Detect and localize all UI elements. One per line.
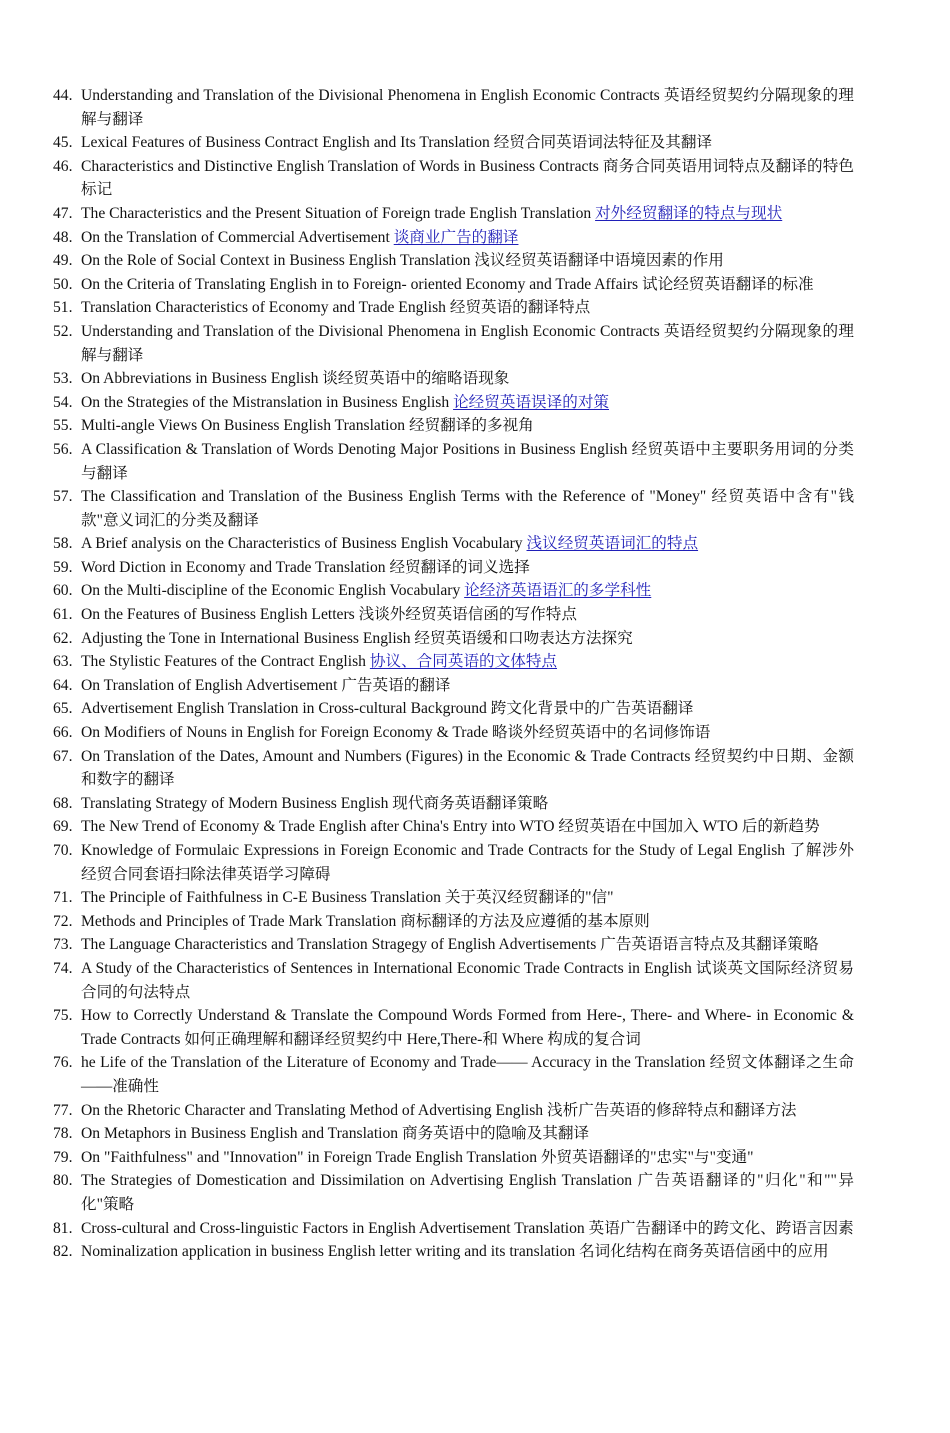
list-item-number: 74. <box>53 959 73 977</box>
list-item-link[interactable]: 论经贸英语误译的对策 <box>453 393 610 411</box>
list-item-text: The Classification and Translation of the Business English Terms with the Reference of "Money" 经贸英语中含有"钱款"意义词汇的分类及翻译 <box>81 488 854 529</box>
list-item <box>0 1004 950 1051</box>
list-item-number: 46. <box>53 157 73 175</box>
list-item-number: 72. <box>53 912 73 930</box>
list-item <box>0 320 950 367</box>
list-item-text: Multi-angle Views On Business English Translation 经贸翻译的多视角 <box>81 417 534 435</box>
list-item-text: On Translation of the Dates, Amount and Numbers (Figures) in the Economic & Trade Contracts 经贸契约中日期、金额和数字的翻译 <box>81 747 854 789</box>
list-item <box>0 155 950 202</box>
list-item <box>0 84 950 131</box>
list-item-number: 63. <box>53 653 73 671</box>
list-item <box>0 391 950 415</box>
list-item <box>0 1146 950 1170</box>
list-item-number: 67. <box>53 747 73 765</box>
list-item-text: Methods and Principles of Trade Mark Translation 商标翻译的方法及应遵循的基本原则 <box>81 912 650 930</box>
list-item-text: he Life of the Translation of the Literature of Economy and Trade—— Accuracy in the Translation 经贸文体翻译之生命——准确性 <box>81 1054 854 1095</box>
list-item-number: 45. <box>53 134 73 152</box>
list-item-number: 53. <box>53 370 73 388</box>
list-item <box>0 438 950 485</box>
list-item <box>0 957 950 1004</box>
list-item-number: 62. <box>53 629 73 647</box>
list-item-number: 44. <box>53 87 73 104</box>
list-item <box>0 1169 950 1216</box>
list-item-text: On the Translation of Commercial Advertisement <box>81 228 394 246</box>
list-item-text: The Strategies of Domestication and Dissimilation on Advertising English Translation 广告英语翻译的"归化"和""异化"策略 <box>81 1172 854 1213</box>
list-item-number: 79. <box>53 1148 73 1166</box>
list-item <box>0 627 950 651</box>
list-item-text: The Stylistic Features of the Contract English <box>81 653 370 671</box>
list-item-text: The Characteristics and the Present Situation of Foreign trade English Translation <box>81 204 596 222</box>
list-item-number: 51. <box>53 299 73 317</box>
list-item-number: 52. <box>53 322 73 340</box>
list-item <box>0 815 950 839</box>
list-item-text: On the Strategies of the Mistranslation in Business English <box>81 393 454 411</box>
list-item-text: Characteristics and Distinctive English Translation of Words in Business Contracts 商务合同英语用词特点及翻译的特色标记 <box>81 157 854 199</box>
list-item-text: On the Multi-discipline of the Economic English Vocabulary <box>81 582 465 600</box>
list-item-link[interactable]: 协议、合同英语的文体特点 <box>369 653 558 671</box>
list-item <box>0 674 950 698</box>
list-item <box>0 202 950 226</box>
list-item <box>0 603 950 627</box>
list-item-number: 70. <box>53 842 73 859</box>
list-item-text: A Classification & Translation of Words Denoting Major Positions in Business English 经贸英语中主要职务用词的分类与翻译 <box>81 440 854 482</box>
list-item-number: 68. <box>53 794 73 812</box>
list-item-number: 65. <box>53 700 73 718</box>
list-item-number: 58. <box>53 535 73 553</box>
list-item-number: 69. <box>53 818 73 836</box>
list-item-number: 75. <box>53 1007 73 1025</box>
list-item-number: 71. <box>53 889 73 907</box>
list-item-text: How to Correctly Understand & Translate the Compound Words Formed from Here-, There- and Where- in Economic & Trade Contracts 如何正确理解和翻译经贸契约中 Here,There-和 Where 构成的复合词 <box>81 1007 854 1048</box>
list-item <box>0 839 950 886</box>
list-item-number: 47. <box>53 204 73 222</box>
list-item-number: 56. <box>53 440 73 458</box>
list-item <box>0 1217 950 1241</box>
list-item-number: 66. <box>53 724 73 742</box>
list-item-text: On Translation of English Advertisement 广告英语的翻译 <box>81 676 451 694</box>
list-item <box>0 226 950 250</box>
list-item-text: Understanding and Translation of the Divisional Phenomena in English Economic Contracts 英语经贸契约分隔现象的理解与翻译 <box>81 322 854 364</box>
list-item <box>0 1122 950 1146</box>
list-item-text: The Principle of Faithfulness in C-E Business Translation 关于英汉经贸翻译的"信" <box>81 889 614 907</box>
list-item-link[interactable]: 谈商业广告的翻译 <box>393 228 519 246</box>
list-item-text: On the Rhetoric Character and Translating Method of Advertising English 浅析广告英语的修辞特点和翻译方法 <box>81 1101 797 1119</box>
list-item-text: Translating Strategy of Modern Business English 现代商务英语翻译策略 <box>81 794 549 812</box>
list-item-text: On the Role of Social Context in Business English Translation 浅议经贸英语翻译中语境因素的作用 <box>81 252 724 270</box>
list-item-number: 76. <box>53 1054 73 1072</box>
document-page <box>0 84 950 1264</box>
list-item-number: 55. <box>53 417 73 435</box>
list-item-text: The Language Characteristics and Translation Stragegy of English Advertisements 广告英语语言特点及其翻译策略 <box>81 936 819 954</box>
list-item-number: 78. <box>53 1125 73 1143</box>
list-item <box>0 131 950 155</box>
list-item-text: On "Faithfulness" and "Innovation" in Foreign Trade English Translation 外贸英语翻译的"忠实"与"变通" <box>81 1148 754 1166</box>
list-item <box>0 367 950 391</box>
list-item-text: The New Trend of Economy & Trade English after China's Entry into WTO 经贸英语在中国加入 WTO 后的新趋势 <box>81 818 820 836</box>
list-item-text: A Study of the Characteristics of Sentences in International Economic Trade Contracts in English 试谈英文国际经济贸易合同的句法特点 <box>81 959 854 1001</box>
list-item-text: Cross-cultural and Cross-linguistic Factors in English Advertisement Translation 英语广告翻译中的跨文化、跨语言因素 <box>81 1219 854 1237</box>
list-item-link[interactable]: 论经济英语语汇的多学科性 <box>464 582 652 600</box>
list-item <box>0 792 950 816</box>
list-item-number: 73. <box>53 936 73 954</box>
list-item-text: A Brief analysis on the Characteristics of Business English Vocabulary <box>81 535 527 553</box>
list-item-number: 64. <box>53 676 73 694</box>
list-item <box>0 1240 950 1264</box>
list-item-text: On Metaphors in Business English and Translation 商务英语中的隐喻及其翻译 <box>81 1125 590 1143</box>
list-item <box>0 249 950 273</box>
list-item-number: 59. <box>53 558 73 576</box>
reference-list <box>0 84 950 1264</box>
list-item <box>0 933 950 957</box>
list-item <box>0 579 950 603</box>
list-item-number: 48. <box>53 228 73 246</box>
list-item-text: Word Diction in Economy and Trade Translation 经贸翻译的词义选择 <box>81 558 530 576</box>
list-item-number: 49. <box>53 252 73 270</box>
list-item-text: On Abbreviations in Business English 谈经贸英语中的缩略语现象 <box>81 370 510 388</box>
list-item-number: 57. <box>53 488 73 506</box>
list-item-number: 54. <box>53 393 73 411</box>
list-item-number: 82. <box>53 1243 73 1261</box>
list-item-number: 81. <box>53 1219 73 1237</box>
list-item-text: Understanding and Translation of the Divisional Phenomena in English Economic Contracts 英语经贸契约分隔现象的理解与翻译 <box>81 87 854 128</box>
list-item-text: On Modifiers of Nouns in English for Foreign Economy & Trade 略谈外经贸英语中的名词修饰语 <box>81 724 711 742</box>
list-item-link[interactable]: 浅议经贸英语词汇的特点 <box>526 535 699 553</box>
list-item <box>0 910 950 934</box>
list-item-number: 50. <box>53 275 73 293</box>
list-item <box>0 697 950 721</box>
list-item <box>0 414 950 438</box>
list-item-text: Adjusting the Tone in International Business English 经贸英语缓和口吻表达方法探究 <box>81 629 633 647</box>
list-item <box>0 273 950 297</box>
list-item-text: On the Features of Business English Letters 浅谈外经贸英语信函的写作特点 <box>81 606 577 624</box>
list-item <box>0 886 950 910</box>
list-item <box>0 745 950 792</box>
list-item <box>0 485 950 532</box>
list-item-number: 61. <box>53 606 73 624</box>
list-item-text: Lexical Features of Business Contract English and Its Translation 经贸合同英语词法特征及其翻译 <box>81 134 713 152</box>
list-item <box>0 721 950 745</box>
list-item <box>0 1099 950 1123</box>
list-item-text: Translation Characteristics of Economy and Trade English 经贸英语的翻译特点 <box>81 299 591 317</box>
list-item-number: 60. <box>53 582 73 600</box>
list-item-text: Knowledge of Formulaic Expressions in Foreign Economic and Trade Contracts for the Study of Legal English 了解涉外经贸合同套语扫除法律英语学习障碍 <box>81 842 854 883</box>
list-item-link[interactable]: 对外经贸翻译的特点与现状 <box>595 204 783 222</box>
list-item-text: Advertisement English Translation in Cross-cultural Background 跨文化背景中的广告英语翻译 <box>81 700 694 718</box>
list-item <box>0 556 950 580</box>
list-item <box>0 650 950 674</box>
list-item-text: Nominalization application in business English letter writing and its translation 名词化结构在商务英语信函中的应用 <box>81 1243 829 1261</box>
list-item <box>0 532 950 556</box>
list-item <box>0 1051 950 1098</box>
list-item <box>0 296 950 320</box>
list-item-number: 77. <box>53 1101 73 1119</box>
list-item-number: 80. <box>53 1172 73 1190</box>
list-item-text: On the Criteria of Translating English in to Foreign- oriented Economy and Trade Affairs 试论经贸英语翻译的标准 <box>81 275 814 293</box>
